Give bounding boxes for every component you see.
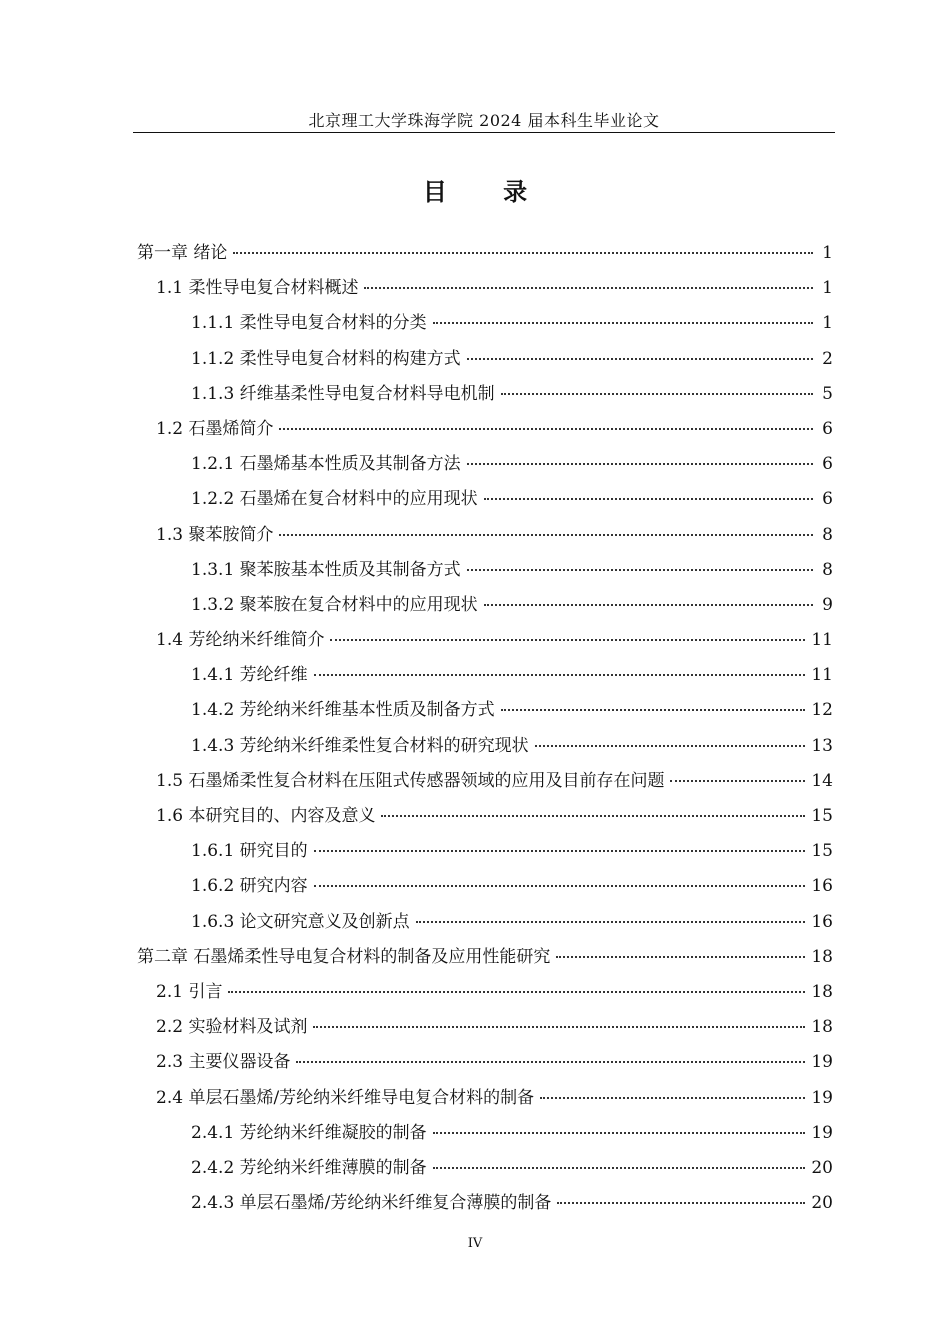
toc-entry-label: 1.2.2 石墨烯在复合材料中的应用现状: [191, 489, 478, 510]
toc-entry-label: 2.4.2 芳纶纳米纤维薄膜的制备: [191, 1157, 427, 1178]
toc-entry-page: 2: [822, 348, 833, 369]
toc-entry[interactable]: [137, 342, 833, 377]
toc-entry-label: 1.6.3 论文研究意义及创新点: [191, 911, 410, 932]
dot-leader: [484, 604, 813, 606]
running-header: 北京理工大学珠海学院 2024 届本科生毕业论文: [308, 111, 660, 130]
toc-entry-page: 11: [811, 665, 833, 686]
toc-entry-label: 1.3 聚苯胺简介: [156, 524, 274, 545]
toc-entry[interactable]: [137, 518, 833, 553]
toc-entry[interactable]: [137, 412, 833, 447]
dot-leader: [364, 287, 813, 289]
toc-entry[interactable]: [137, 940, 833, 975]
dot-leader: [330, 639, 805, 641]
toc-entry-label: 2.2 实验材料及试剂: [156, 1017, 308, 1038]
toc-entry[interactable]: [137, 729, 833, 764]
dot-leader: [501, 393, 813, 395]
toc-entry-label: 1.4.1 芳纶纤维: [191, 665, 308, 686]
toc-entry-page: 12: [811, 700, 833, 721]
toc-entry-page: 18: [811, 946, 833, 967]
toc-entry-label: 1.1.1 柔性导电复合材料的分类: [191, 313, 427, 334]
dot-leader: [279, 534, 813, 536]
toc-entry-label: 1.2 石墨烯简介: [156, 418, 274, 439]
toc-entry-page: 5: [822, 383, 833, 404]
table-of-contents: [137, 236, 833, 1221]
dot-leader: [314, 674, 806, 676]
toc-entry[interactable]: [137, 1010, 833, 1045]
toc-entry-page: 19: [811, 1087, 833, 1108]
toc-entry-page: 16: [811, 876, 833, 897]
toc-entry-label: 1.6 本研究目的、内容及意义: [156, 806, 376, 826]
toc-entry-page: 19: [811, 1052, 833, 1073]
toc-entry[interactable]: [137, 658, 833, 693]
dot-leader: [540, 1097, 805, 1099]
toc-entry-page: 8: [822, 524, 833, 545]
dot-leader: [433, 1132, 806, 1134]
dot-leader: [501, 709, 806, 711]
toc-entry-page: 13: [811, 735, 833, 756]
toc-entry-page: 14: [811, 770, 833, 791]
dot-leader: [467, 463, 813, 465]
toc-entry[interactable]: [137, 693, 833, 728]
toc-entry-label: 1.1 柔性导电复合材料概述: [156, 278, 359, 299]
dot-leader: [433, 322, 813, 324]
toc-entry-label: 1.3.2 聚苯胺在复合材料中的应用现状: [191, 594, 478, 615]
toc-entry-page: 6: [822, 489, 833, 510]
toc-entry-label: 1.1.2 柔性导电复合材料的构建方式: [191, 348, 461, 369]
header-rule: [133, 132, 835, 133]
dot-leader: [314, 885, 806, 887]
toc-entry[interactable]: [137, 975, 833, 1010]
toc-entry-label: 1.4.3 芳纶纳米纤维柔性复合材料的研究现状: [191, 735, 529, 756]
toc-entry-page: 9: [822, 594, 833, 615]
toc-entry-page: 15: [811, 806, 833, 826]
toc-entry-label: 1.4 芳纶纳米纤维简介: [156, 630, 325, 651]
toc-entry[interactable]: [137, 588, 833, 623]
toc-entry-page: 1: [822, 243, 833, 263]
toc-entry[interactable]: [137, 1081, 833, 1116]
toc-entry[interactable]: [137, 306, 833, 341]
dot-leader: [233, 252, 813, 254]
dot-leader: [313, 1026, 805, 1028]
dot-leader: [433, 1167, 806, 1169]
toc-entry[interactable]: [137, 377, 833, 412]
toc-entry-page: 20: [811, 1157, 833, 1178]
toc-entry-page: 8: [822, 559, 833, 580]
toc-entry[interactable]: [137, 482, 833, 517]
toc-entry-page: 15: [811, 841, 833, 862]
toc-entry-label: 1.6.1 研究目的: [191, 841, 308, 862]
toc-entry[interactable]: [137, 1116, 833, 1151]
toc-entry-page: 1: [822, 278, 833, 299]
toc-entry[interactable]: [137, 623, 833, 658]
toc-entry-label: 2.1 引言: [156, 981, 223, 1002]
toc-entry-label: 1.1.3 纤维基柔性导电复合材料导电机制: [191, 383, 495, 404]
toc-entry-label: 2.4.1 芳纶纳米纤维凝胶的制备: [191, 1122, 427, 1143]
toc-entry[interactable]: [137, 447, 833, 482]
toc-entry[interactable]: [137, 905, 833, 940]
dot-leader: [416, 921, 806, 923]
toc-entry[interactable]: [137, 1045, 833, 1080]
toc-entry[interactable]: [137, 834, 833, 869]
toc-entry-page: 18: [811, 1017, 833, 1038]
toc-entry[interactable]: [137, 553, 833, 588]
toc-entry-label: 2.4 单层石墨烯/芳纶纳米纤维导电复合材料的制备: [156, 1087, 535, 1108]
dot-leader: [670, 780, 805, 782]
toc-entry-page: 16: [811, 911, 833, 932]
toc-entry[interactable]: [137, 799, 833, 834]
toc-entry-label: 1.4.2 芳纶纳米纤维基本性质及制备方式: [191, 700, 495, 721]
toc-entry[interactable]: [137, 764, 833, 799]
toc-entry-page: 6: [822, 454, 833, 475]
dot-leader: [557, 1202, 805, 1204]
dot-leader: [535, 745, 806, 747]
dot-leader: [381, 815, 805, 817]
toc-entry-label: 1.3.1 聚苯胺基本性质及其制备方式: [191, 559, 461, 580]
toc-entry-page: 20: [811, 1193, 833, 1214]
dot-leader: [296, 1061, 805, 1063]
toc-entry-page: 6: [822, 418, 833, 439]
toc-entry-page: 1: [822, 313, 833, 334]
toc-entry[interactable]: [137, 1151, 833, 1186]
toc-entry-label: 2.3 主要仪器设备: [156, 1052, 291, 1073]
dot-leader: [314, 850, 806, 852]
dot-leader: [279, 428, 813, 430]
toc-entry-label: 1.5 石墨烯柔性复合材料在压阻式传感器领域的应用及目前存在问题: [156, 770, 665, 791]
toc-entry-page: 18: [811, 981, 833, 1002]
toc-entry-label: 1.6.2 研究内容: [191, 876, 308, 897]
toc-entry[interactable]: [137, 1186, 833, 1221]
toc-entry-label: 2.4.3 单层石墨烯/芳纶纳米纤维复合薄膜的制备: [191, 1193, 552, 1214]
toc-entry[interactable]: [137, 869, 833, 904]
toc-entry-page: 11: [811, 630, 833, 651]
toc-entry-page: 19: [811, 1122, 833, 1143]
dot-leader: [484, 498, 813, 500]
dot-leader: [467, 358, 813, 360]
page-number: IV: [467, 1236, 483, 1251]
toc-entry-label: 1.2.1 石墨烯基本性质及其制备方法: [191, 454, 461, 475]
toc-entry[interactable]: [137, 236, 833, 271]
toc-entry[interactable]: [137, 271, 833, 306]
dot-leader: [556, 956, 805, 958]
dot-leader: [467, 569, 813, 571]
toc-entry-label: 第一章 绪论: [137, 243, 228, 263]
dot-leader: [228, 991, 805, 993]
toc-title: 目 录: [422, 177, 552, 206]
toc-entry-label: 第二章 石墨烯柔性导电复合材料的制备及应用性能研究: [137, 946, 551, 967]
